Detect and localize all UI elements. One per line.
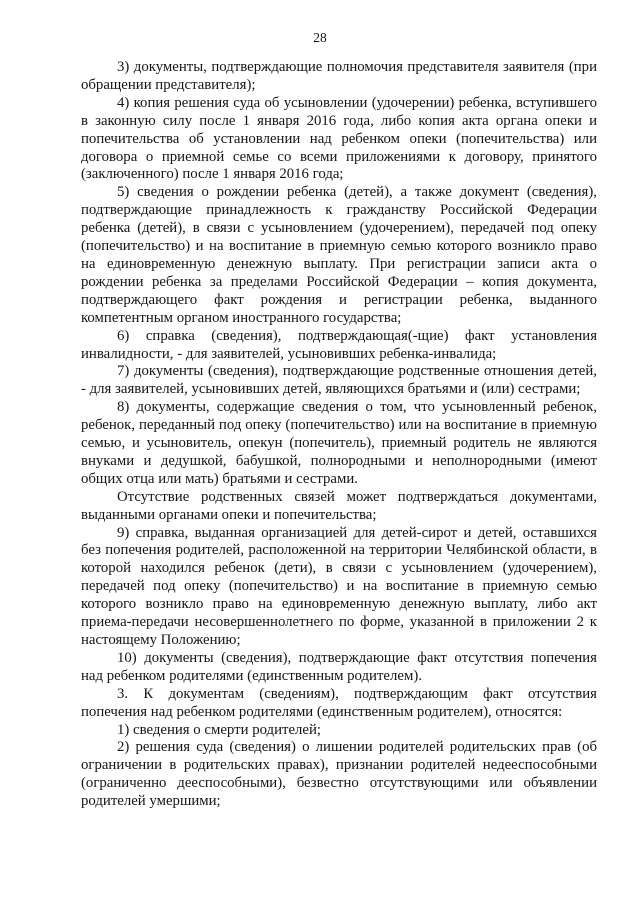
paragraph-item-3: 3) документы, подтверждающие полномочия представителя заявителя (при обращении представителя); bbox=[81, 59, 597, 93]
paragraph-section-3: 3. К документам (сведениям), подтверждающим факт отсутствия попечения над ребенком родителями (единственным родителем), относятся: bbox=[81, 685, 597, 720]
paragraph-subitem-2: 2) решения суда (сведения) о лишении родителей родительских прав (об ограничении в родительских правах), признании родителей недееспособными (ограниченно дееспособными), безвестно отсутствующими или объявлении родителей умершими; bbox=[81, 739, 597, 810]
paragraph-item-4: 4) копия решения суда об усыновлении (удочерении) ребенка, вступившего в законную силу после 1 января 2016 года, либо копия акта органа опеки и попечительства об установлении над ребенком опеки (попечительства) или договора о приемной семье со всеми приложениями к договору, принятого (заключенного) после 1 января 2016 года; bbox=[81, 94, 597, 183]
paragraph-item-5: 5) сведения о рождении ребенка (детей), а также документ (сведения), подтверждающие принадлежность к гражданству Российской Федерации ребенка (детей), в связи с усыновлением (удочерением), передачей под опеку (попечительство) и на воспитание в приемную семью которого возникло право на единовременную денежную выплату. При регистрации записи акта о рождении ребенка за пределами Российской Федерации – копия документа, подтверждающего факт рождения и регистрации ребенка, выданного компетентным органом иностранного государства; bbox=[81, 184, 597, 326]
paragraph-kinship-note: Отсутствие родственных связей может подтверждаться документами, выданными органами опеки и попечительства; bbox=[81, 488, 597, 523]
paragraph-item-9: 9) справка, выданная организацией для детей-сирот и детей, оставшихся без попечения родителей, расположенной на территории Челябинской области, в которой находился ребенок (дети), в связи с усыновлением (удочерением), передачей под опеку (попечительство) и на воспитание в приемную семью которого возникло право на единовременную денежную выплату, либо акт приема-передачи несовершеннолетнего по форме, указанной в приложении 2 к настоящему Положению; bbox=[81, 524, 597, 648]
paragraph-item-7: 7) документы (сведения), подтверждающие родственные отношения детей, - для заявителей, усыновивших детей, являющихся братьями и (или) сестрами; bbox=[81, 363, 597, 398]
paragraph-item-10: 10) документы (сведения), подтверждающие факт отсутствия попечения над ребенком родителями (единственным родителем). bbox=[81, 649, 597, 684]
paragraph-item-6: 6) справка (сведения), подтверждающая(-щие) факт установления инвалидности, - для заявителей, усыновивших ребенка-инвалида; bbox=[81, 327, 597, 362]
page-number: 28 bbox=[313, 30, 327, 45]
paragraph-item-8: 8) документы, содержащие сведения о том, что усыновленный ребенок, ребенок, переданный под опеку (попечительство) или на воспитание в приемную семью, и усыновитель, опекун (попечитель), приемный родитель не являются внуками и дедушкой, бабушкой, полнородными и неполнородными (имеют общих отца или мать) братьями и сестрами. bbox=[81, 399, 597, 487]
document-body bbox=[81, 59, 597, 811]
paragraph-subitem-1: 1) сведения о смерти родителей; bbox=[117, 721, 322, 738]
